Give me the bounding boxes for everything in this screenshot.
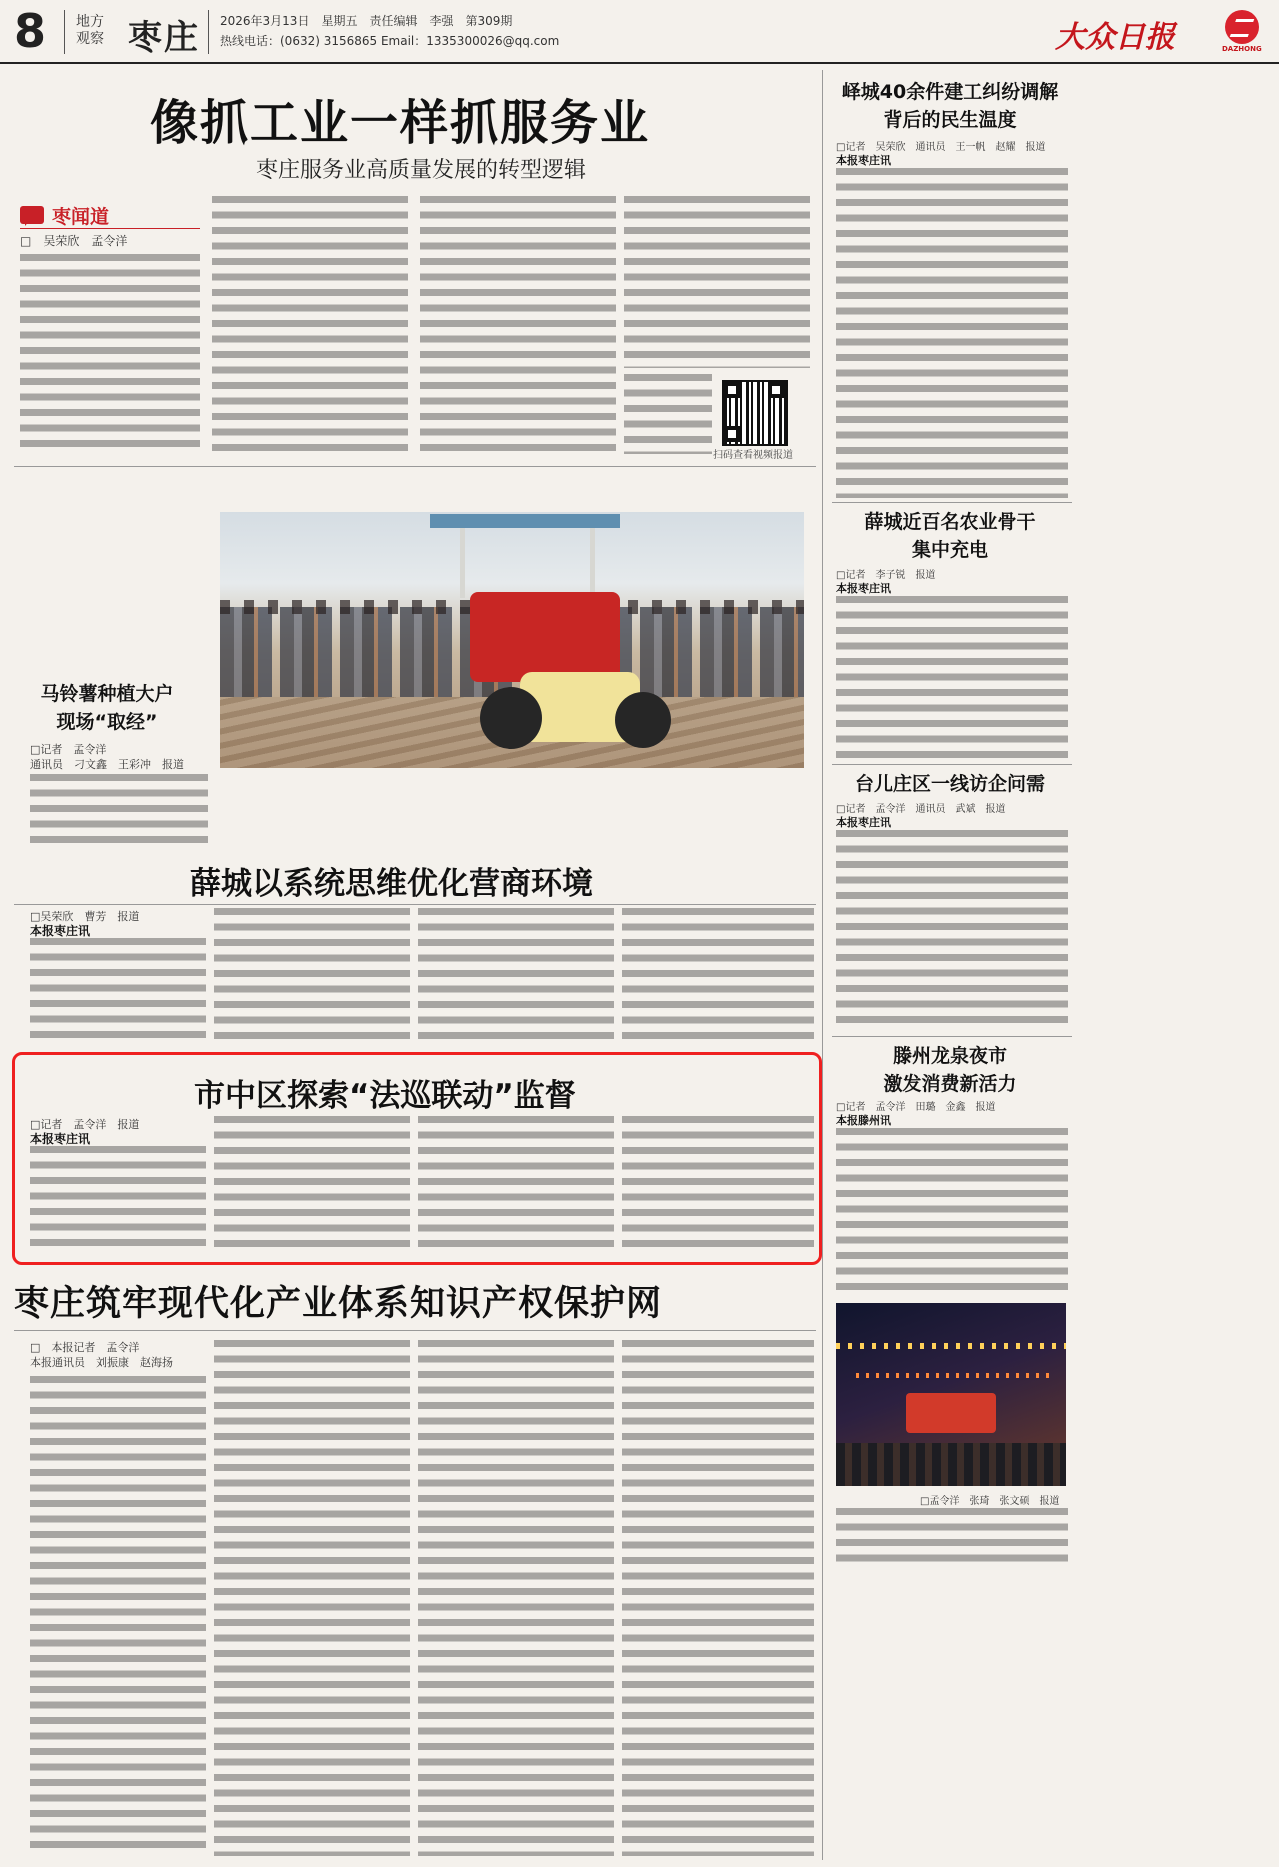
- yicheng-byline: □记者 吴荣欣 通讯员 王一帆 赵耀 报道: [836, 142, 1046, 153]
- photo-caption-byline: □孟令洋 张琦 张文硕 报道: [920, 1496, 1060, 1507]
- tractor-body: [470, 592, 620, 682]
- page-number: 8: [14, 4, 47, 58]
- agri-lead: 本报枣庄讯: [836, 582, 891, 595]
- xuecheng-lead: 本报枣庄讯: [30, 924, 91, 938]
- shizhong-lead: 本报枣庄讯: [30, 1132, 91, 1146]
- qr-corner: [724, 382, 740, 398]
- section-divider: [832, 1036, 1072, 1037]
- shizhong-col-1: [30, 1146, 206, 1254]
- yicheng-title: 峄城40余件建工纠纷调解 背后的民生温度: [841, 81, 1059, 131]
- ip-col-3: [418, 1340, 614, 1856]
- tractor-pole: [460, 528, 465, 598]
- photo-lights: [836, 1343, 1066, 1349]
- xuecheng-col-1: [30, 938, 206, 1046]
- tengzhou-lead: 本报滕州讯: [836, 1114, 891, 1127]
- section-label: 地方 观察: [76, 14, 104, 47]
- section-divider: [14, 1330, 816, 1331]
- tractor-wheel: [480, 687, 542, 749]
- hotline: 热线电话：(0632) 3156865 Email：1335300026@qq.com: [220, 34, 560, 48]
- tengzhou-title: 滕州龙泉夜市 激发消费新活力: [883, 1045, 1017, 1095]
- yicheng-lead: 本报枣庄讯: [836, 154, 891, 167]
- paper-logo-en: DAZHONG: [1222, 45, 1262, 53]
- photo-sign: [906, 1393, 996, 1433]
- tag-underline: [20, 228, 200, 229]
- lead-headline: 像抓工业一样抓服务业: [150, 95, 651, 151]
- lead-body-col-3: [420, 196, 616, 454]
- tractor-pole: [590, 528, 595, 598]
- tractor-canopy: [430, 514, 620, 528]
- xuecheng-col-2: [214, 908, 410, 1046]
- agri-byline: □记者 李子锐 报道: [836, 570, 936, 581]
- potato-title: 马铃薯种植大户 现场“取经”: [40, 683, 174, 733]
- divider: [208, 10, 209, 54]
- ip-col-4: [622, 1340, 814, 1856]
- potato-body: [30, 774, 208, 846]
- taierzhuang-lead: 本报枣庄讯: [836, 816, 891, 829]
- lead-byline: □ 吴荣欣 孟令洋: [20, 234, 128, 248]
- lead-body-col-4: [624, 196, 810, 368]
- section-divider: [14, 904, 816, 905]
- column-tag: 枣闻道: [52, 206, 110, 228]
- photo-lights: [856, 1373, 1056, 1378]
- taierzhuang-byline: □记者 孟令洋 通讯员 武斌 报道: [836, 804, 1006, 815]
- night-market-photo: [836, 1303, 1066, 1486]
- ip-col-1: [30, 1376, 206, 1856]
- qr-corner: [724, 426, 740, 442]
- yicheng-body: [836, 168, 1068, 498]
- section-divider: [832, 502, 1072, 503]
- ip-headline: 枣庄筑牢现代化产业体系知识产权保护网: [14, 1284, 663, 1324]
- xuecheng-byline: □吴荣欣 曹芳 报道: [30, 910, 140, 923]
- tractor-field-photo: [220, 512, 804, 768]
- photo-caption: [836, 1508, 1068, 1570]
- masthead: [0, 0, 1279, 64]
- section-divider: [832, 764, 1072, 765]
- column-divider: [822, 70, 823, 1860]
- qr-caption: 扫码查看视频报道: [713, 450, 793, 461]
- divider: [64, 10, 65, 54]
- agri-title: 薛城近百名农业骨干 集中充电: [864, 511, 1036, 561]
- photo-crowd: [836, 1443, 1066, 1486]
- shizhong-col-3: [418, 1116, 614, 1254]
- tengzhou-byline: □记者 孟令洋 田璐 金鑫 报道: [836, 1102, 996, 1113]
- lead-body-col-1: [20, 254, 200, 454]
- taierzhuang-body: [836, 830, 1068, 1030]
- lead-subtitle: 枣庄服务业高质量发展的转型逻辑: [256, 158, 587, 183]
- tengzhou-body: [836, 1128, 1068, 1296]
- tractor-wheel: [615, 692, 671, 748]
- ip-byline: □ 本报记者 孟令洋 本报通讯员 刘振康 赵海扬: [30, 1341, 173, 1369]
- column-tag-icon: [20, 206, 44, 224]
- shizhong-col-4: [622, 1116, 814, 1254]
- paper-emblem-icon: [1225, 10, 1259, 44]
- xuecheng-col-4: [622, 908, 814, 1046]
- potato-byline: □记者 孟令洋 通讯员 刁文鑫 王彩冲 报道: [30, 743, 184, 771]
- ip-col-2: [214, 1340, 410, 1856]
- lead-body-col-2: [212, 196, 408, 454]
- section-divider: [14, 466, 816, 467]
- lead-body-col-4-end: [624, 374, 712, 454]
- xuecheng-headline: 薛城以系统思维优化营商环境: [190, 866, 593, 902]
- shizhong-headline: 市中区探索“法巡联动”监督: [194, 1078, 576, 1114]
- city-label: 枣庄: [128, 18, 200, 58]
- agri-body: [836, 596, 1068, 758]
- shizhong-byline: □记者 孟令洋 报道: [30, 1118, 140, 1131]
- taierzhuang-title: 台儿庄区一线访企问需: [854, 773, 1045, 795]
- paper-logo: 大众日报: [1055, 20, 1175, 55]
- xuecheng-col-3: [418, 908, 614, 1046]
- qr-corner: [768, 382, 784, 398]
- date-line: 2026年3月13日 星期五 责任编辑 李强 第309期: [220, 14, 513, 28]
- shizhong-col-2: [214, 1116, 410, 1254]
